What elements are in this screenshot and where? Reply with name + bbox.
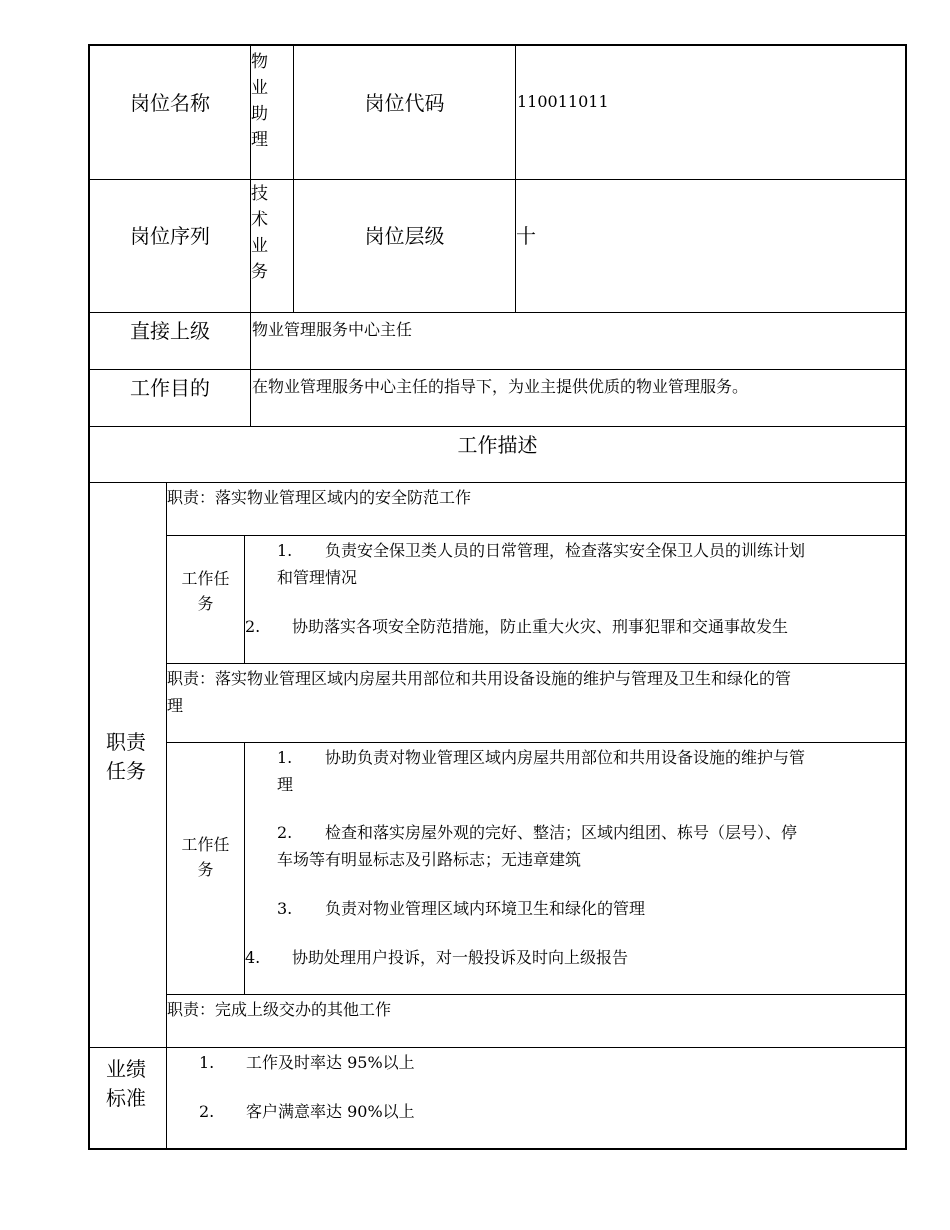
purpose-value: 在物业管理服务中心主任的指导下，为业主提供优质的物业管理服务。 [252,377,749,396]
performance-number: 1. [199,1053,215,1072]
post-sequence-value: 技 术 业 务 [251,184,268,282]
duty-title: 职责：落实物业管理区域内的安全防范工作 [167,488,472,507]
description-title: 工作描述 [457,433,538,457]
post-code-label: 岗位代码 [364,91,445,115]
task-text: 负责对物业管理区域内环境卫生和绿化的管理 [325,899,646,918]
performance-item: 客户满意率达 90%以上 [246,1102,415,1121]
superior-value: 物业管理服务中心主任 [252,320,413,339]
purpose-label: 工作目的 [130,376,210,400]
task-number: 2. [245,617,261,636]
task-number: 3. [277,899,293,918]
superior-label: 直接上级 [130,319,210,343]
post-code-value: 110011011 [517,92,609,111]
task-text: 协助负责对物业管理区域内房屋共用部位和共用设备设施的维护与管 [325,748,806,767]
task-number: 2. [277,823,293,842]
task-text: 和管理情况 [277,568,358,587]
task-text: 检查和落实房屋外观的完好、整洁；区域内组团、栋号（层号）、停 [325,823,798,842]
task-text: 车场等有明显标志及引路标志；无违章建筑 [277,850,582,869]
duty-title: 职责：落实物业管理区域内房屋共用部位和共用设备设施的维护与管理及卫生和绿化的管 [167,669,792,688]
performance-number: 2. [199,1102,215,1121]
task-number: 4. [245,948,261,967]
task-label: 工作任 务 [181,569,230,613]
post-level-label: 岗位层级 [364,224,445,248]
post-name-label: 岗位名称 [130,91,210,115]
post-sequence-label: 岗位序列 [130,224,210,248]
task-text: 负责安全保卫类人员的日常管理，检查落实安全保卫人员的训练计划 [325,541,806,560]
task-label: 工作任 务 [181,835,230,879]
performance-label: 业绩 标准 [106,1057,146,1110]
duty-title: 职责：完成上级交办的其他工作 [167,1000,392,1019]
task-number: 1. [277,748,293,767]
post-name-value: 物 业 助 理 [251,52,268,150]
post-level-value: 十 [516,224,536,248]
task-text: 理 [277,775,294,794]
duties-label: 职责 任务 [106,730,146,783]
duty-title: 理 [167,696,184,715]
task-number: 1. [277,541,293,560]
task-text: 协助落实各项安全防范措施，防止重大火灾、刑事犯罪和交通事故发生 [292,617,789,636]
performance-item: 工作及时率达 95%以上 [246,1053,415,1072]
task-text: 协助处理用户投诉，对一般投诉及时向上级报告 [292,948,629,967]
